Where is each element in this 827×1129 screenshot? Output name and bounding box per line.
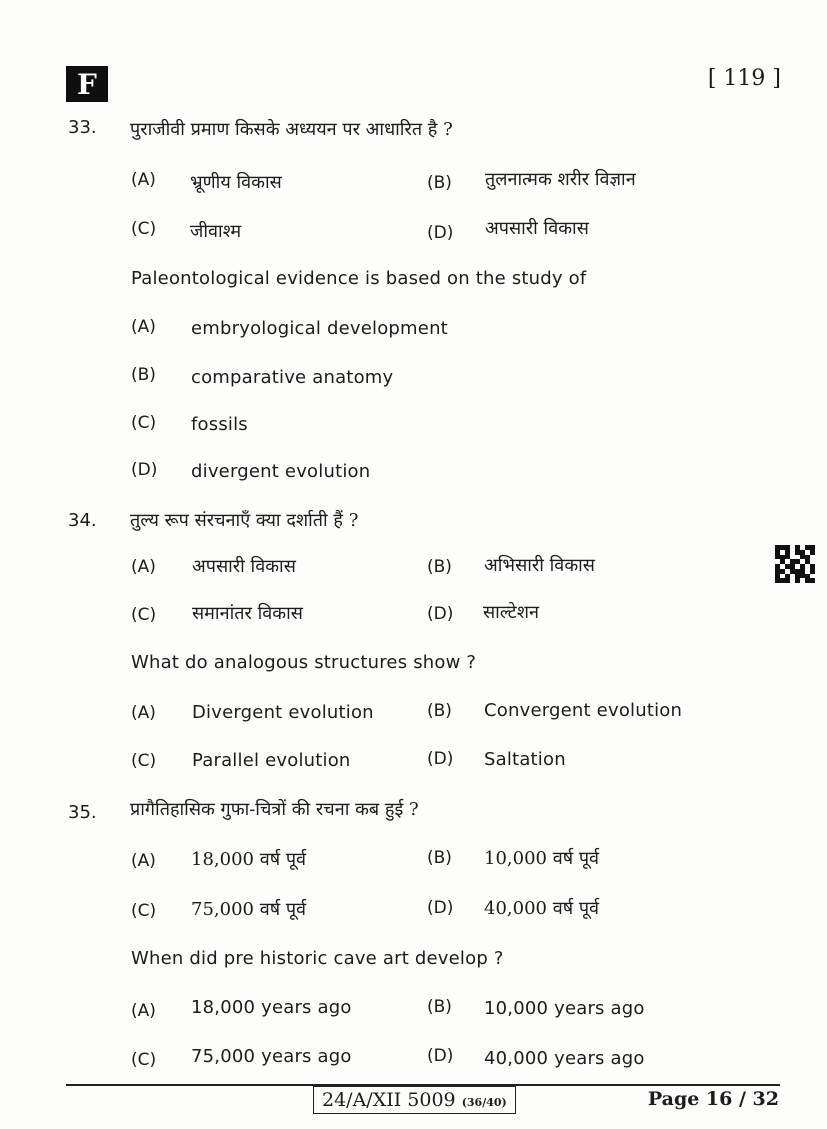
- q34-en-option-d-label: (D): [427, 749, 454, 769]
- paper-code: 24/A/XII 5009: [322, 1089, 456, 1111]
- q33-hi-option-c-label: (C): [131, 219, 157, 239]
- q35-hi-option-b-label: (B): [427, 848, 452, 868]
- question-35-number: 35.: [68, 802, 97, 823]
- q33-en-option-c-label: (C): [131, 413, 157, 433]
- q33-hi-option-b-label: (B): [427, 173, 452, 193]
- q33-hi-option-b-text: तुलनात्मक शरीर विज्ञान: [485, 169, 636, 190]
- q34-en-option-a-label: (A): [131, 703, 156, 723]
- q34-en-option-b-text: Convergent evolution: [484, 700, 683, 721]
- q33-hi-option-a-label: (A): [131, 170, 156, 190]
- question-34-number: 34.: [68, 510, 97, 531]
- q33-hi-option-d-label: (D): [427, 223, 454, 243]
- q35-en-option-c-text: 75,000 years ago: [191, 1046, 352, 1067]
- q34-hi-option-b-text: अभिसारी विकास: [484, 555, 595, 576]
- q34-en-option-c-text: Parallel evolution: [192, 750, 351, 771]
- q33-hi-option-a-text: भ्रूणीय विकास: [190, 172, 282, 193]
- q35-en-option-d-label: (D): [427, 1046, 454, 1066]
- q34-en-option-b-label: (B): [427, 701, 452, 721]
- q35-hi-option-c-text: 75,000 वर्ष पूर्व: [191, 899, 307, 920]
- q33-en-option-d-text: divergent evolution: [191, 461, 371, 482]
- q33-en-option-a-label: (A): [131, 317, 156, 337]
- set-label-badge: F: [66, 66, 108, 102]
- question-34-english-text: What do analogous structures show ?: [131, 652, 477, 673]
- question-33-number: 33.: [68, 117, 97, 138]
- q35-hi-option-b-text: 10,000 वर्ष पूर्व: [484, 848, 600, 869]
- q35-hi-option-a-text: 18,000 वर्ष पूर्व: [191, 849, 307, 870]
- q34-hi-option-a-label: (A): [131, 557, 156, 577]
- question-34-hindi-text: तुल्य रूप संरचनाएँ क्या दर्शाती हैं ?: [130, 510, 359, 531]
- q35-en-option-c-label: (C): [131, 1050, 157, 1070]
- q35-en-option-a-text: 18,000 years ago: [191, 997, 352, 1018]
- question-35-hindi-text: प्रागैतिहासिक गुफा-चित्रों की रचना कब हुई ?: [130, 799, 419, 820]
- qr-code-icon: [775, 545, 815, 583]
- paper-code-box: [313, 1086, 516, 1114]
- q34-hi-option-a-text: अपसारी विकास: [192, 556, 296, 577]
- q34-en-option-d-text: Saltation: [484, 749, 566, 770]
- page-count: Page 16 / 32: [647, 1088, 779, 1110]
- q35-hi-option-d-label: (D): [427, 898, 454, 918]
- q33-hi-option-c-text: जीवाश्म: [190, 221, 242, 242]
- sheet-reference: (36/40): [461, 1096, 507, 1109]
- q33-en-option-a-text: embryological development: [191, 318, 448, 339]
- q35-hi-option-c-label: (C): [131, 901, 157, 921]
- q34-hi-option-d-label: (D): [427, 604, 454, 624]
- q33-en-option-d-label: (D): [131, 460, 158, 480]
- q35-en-option-b-text: 10,000 years ago: [484, 998, 645, 1019]
- q34-hi-option-b-label: (B): [427, 557, 452, 577]
- q35-en-option-b-label: (B): [427, 997, 452, 1017]
- page-number: [ 119 ]: [707, 66, 781, 91]
- q33-en-option-c-text: fossils: [191, 414, 248, 435]
- q34-en-option-a-text: Divergent evolution: [192, 702, 374, 723]
- question-35-english-text: When did pre historic cave art develop ?: [131, 948, 504, 969]
- q35-en-option-a-label: (A): [131, 1001, 156, 1021]
- question-33-english-text: Paleontological evidence is based on the study of: [131, 268, 587, 289]
- q33-en-option-b-text: comparative anatomy: [191, 367, 394, 388]
- q33-hi-option-d-text: अपसारी विकास: [485, 218, 589, 239]
- q35-en-option-d-text: 40,000 years ago: [484, 1048, 645, 1069]
- q35-hi-option-d-text: 40,000 वर्ष पूर्व: [484, 898, 600, 919]
- q34-hi-option-c-text: समानांतर विकास: [192, 603, 303, 624]
- q34-hi-option-c-label: (C): [131, 605, 157, 625]
- q34-en-option-c-label: (C): [131, 751, 157, 771]
- q34-hi-option-d-text: साल्टेशन: [483, 602, 539, 623]
- q33-en-option-b-label: (B): [131, 365, 156, 385]
- q35-hi-option-a-label: (A): [131, 851, 156, 871]
- question-33-hindi-text: पुराजीवी प्रमाण किसके अध्ययन पर आधारित है ?: [130, 119, 453, 140]
